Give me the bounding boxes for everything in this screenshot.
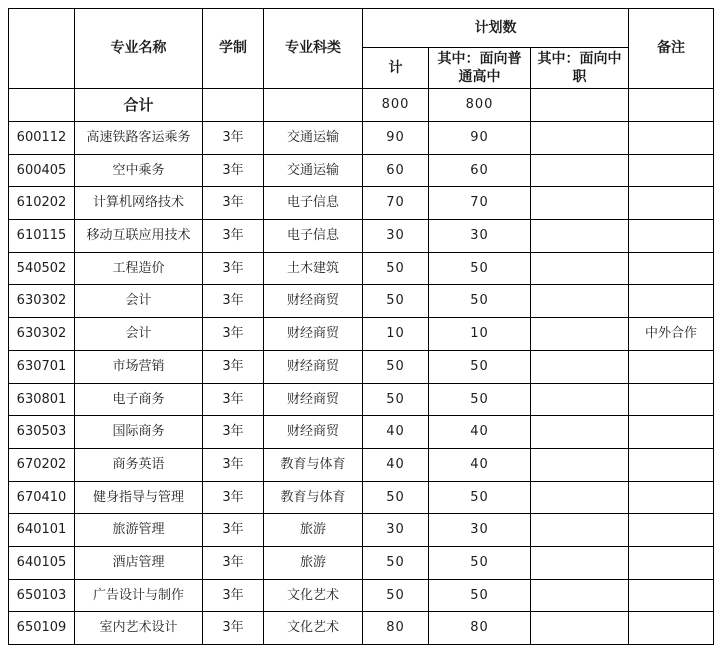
cell-plan-regular-hs: 50 xyxy=(429,546,531,579)
cell-remarks xyxy=(629,252,714,285)
cell-plan-vocational xyxy=(531,318,629,351)
cell-category: 电子信息 xyxy=(264,220,363,253)
cell-plan-regular-hs: 40 xyxy=(429,448,531,481)
cell-plan-regular-hs: 50 xyxy=(429,252,531,285)
cell-remarks xyxy=(629,514,714,547)
header-major-name: 专业名称 xyxy=(75,9,203,89)
cell-plan-total: 50 xyxy=(363,579,429,612)
table-row xyxy=(9,318,714,351)
cell-plan-total: 90 xyxy=(363,122,429,155)
cell-plan-regular-hs: 40 xyxy=(429,416,531,449)
cell-plan-total: 50 xyxy=(363,546,429,579)
cell-major-name: 旅游管理 xyxy=(75,514,203,547)
cell-major-name: 国际商务 xyxy=(75,416,203,449)
cell-plan-vocational xyxy=(531,252,629,285)
table-row xyxy=(9,579,714,612)
cell-category: 交通运输 xyxy=(264,122,363,155)
cell-plan-total: 30 xyxy=(363,220,429,253)
cell-duration: 3年 xyxy=(203,383,264,416)
cell-major-code: 610202 xyxy=(9,187,75,220)
cell-plan-vocational xyxy=(531,122,629,155)
cell-remarks xyxy=(629,220,714,253)
cell-plan-total: 30 xyxy=(363,514,429,547)
cell-major-code: 670202 xyxy=(9,448,75,481)
cell-plan-regular-hs: 50 xyxy=(429,350,531,383)
cell-plan-total: 50 xyxy=(363,481,429,514)
cell-duration: 3年 xyxy=(203,220,264,253)
cell-plan-vocational xyxy=(531,612,629,645)
table-row xyxy=(9,546,714,579)
cell-major-code: 600405 xyxy=(9,154,75,187)
cell-plan-regular-hs: 30 xyxy=(429,220,531,253)
cell-plan-regular-hs: 50 xyxy=(429,579,531,612)
cell-duration: 3年 xyxy=(203,154,264,187)
cell-plan-vocational xyxy=(531,350,629,383)
summary-code-cell xyxy=(9,89,75,122)
cell-category: 财经商贸 xyxy=(264,285,363,318)
cell-plan-regular-hs: 50 xyxy=(429,481,531,514)
cell-remarks xyxy=(629,154,714,187)
cell-major-code: 610115 xyxy=(9,220,75,253)
cell-major-code: 640105 xyxy=(9,546,75,579)
cell-category: 文化艺术 xyxy=(264,579,363,612)
cell-plan-regular-hs: 50 xyxy=(429,285,531,318)
cell-duration: 3年 xyxy=(203,252,264,285)
cell-remarks: 中外合作 xyxy=(629,318,714,351)
cell-remarks xyxy=(629,383,714,416)
summary-remarks-cell xyxy=(629,89,714,122)
cell-plan-total: 60 xyxy=(363,154,429,187)
cell-plan-total: 50 xyxy=(363,383,429,416)
cell-major-code: 630302 xyxy=(9,318,75,351)
summary-row xyxy=(9,89,714,122)
cell-remarks xyxy=(629,187,714,220)
table-row xyxy=(9,122,714,155)
summary-total-cell: 800 xyxy=(363,89,429,122)
cell-plan-vocational xyxy=(531,383,629,416)
header-remarks: 备注 xyxy=(629,9,714,89)
enrollment-plan-table xyxy=(8,8,714,645)
cell-major-name: 健身指导与管理 xyxy=(75,481,203,514)
cell-plan-regular-hs: 30 xyxy=(429,514,531,547)
cell-major-name: 酒店管理 xyxy=(75,546,203,579)
cell-major-code: 630701 xyxy=(9,350,75,383)
header-category: 专业科类 xyxy=(264,9,363,89)
summary-name-cell: 合计 xyxy=(75,89,203,122)
cell-major-code: 630302 xyxy=(9,285,75,318)
cell-major-name: 市场营销 xyxy=(75,350,203,383)
cell-plan-total: 50 xyxy=(363,252,429,285)
cell-plan-regular-hs: 70 xyxy=(429,187,531,220)
header-row-top xyxy=(9,9,714,48)
summary-regular-cell: 800 xyxy=(429,89,531,122)
summary-category-cell xyxy=(264,89,363,122)
cell-plan-vocational xyxy=(531,187,629,220)
table-row xyxy=(9,612,714,645)
header-plan-total: 计 xyxy=(363,48,429,89)
cell-major-code: 650103 xyxy=(9,579,75,612)
cell-remarks xyxy=(629,416,714,449)
table-row xyxy=(9,350,714,383)
cell-plan-vocational xyxy=(531,514,629,547)
cell-plan-total: 10 xyxy=(363,318,429,351)
cell-duration: 3年 xyxy=(203,579,264,612)
cell-plan-regular-hs: 10 xyxy=(429,318,531,351)
cell-major-name: 室内艺术设计 xyxy=(75,612,203,645)
cell-category: 财经商贸 xyxy=(264,350,363,383)
cell-remarks xyxy=(629,350,714,383)
cell-duration: 3年 xyxy=(203,187,264,220)
table-row xyxy=(9,481,714,514)
cell-duration: 3年 xyxy=(203,350,264,383)
table-body xyxy=(9,89,714,645)
cell-major-name: 商务英语 xyxy=(75,448,203,481)
cell-major-code: 670410 xyxy=(9,481,75,514)
cell-major-name: 工程造价 xyxy=(75,252,203,285)
cell-duration: 3年 xyxy=(203,285,264,318)
cell-category: 电子信息 xyxy=(264,187,363,220)
table-row xyxy=(9,383,714,416)
cell-remarks xyxy=(629,612,714,645)
cell-plan-vocational xyxy=(531,285,629,318)
cell-major-name: 计算机网络技术 xyxy=(75,187,203,220)
cell-major-code: 640101 xyxy=(9,514,75,547)
header-plan-regular-hs: 其中：面向普通高中 xyxy=(429,48,531,89)
cell-category: 教育与体育 xyxy=(264,481,363,514)
cell-major-name: 空中乘务 xyxy=(75,154,203,187)
cell-major-name: 高速铁路客运乘务 xyxy=(75,122,203,155)
cell-plan-vocational xyxy=(531,481,629,514)
cell-duration: 3年 xyxy=(203,481,264,514)
cell-major-code: 630503 xyxy=(9,416,75,449)
cell-remarks xyxy=(629,481,714,514)
cell-plan-regular-hs: 60 xyxy=(429,154,531,187)
table-header xyxy=(9,9,714,89)
cell-major-name: 电子商务 xyxy=(75,383,203,416)
cell-remarks xyxy=(629,122,714,155)
cell-category: 财经商贸 xyxy=(264,416,363,449)
cell-duration: 3年 xyxy=(203,546,264,579)
cell-remarks xyxy=(629,448,714,481)
cell-remarks xyxy=(629,546,714,579)
cell-major-code: 630801 xyxy=(9,383,75,416)
cell-category: 财经商贸 xyxy=(264,318,363,351)
cell-duration: 3年 xyxy=(203,416,264,449)
cell-plan-vocational xyxy=(531,154,629,187)
summary-duration-cell xyxy=(203,89,264,122)
cell-category: 旅游 xyxy=(264,514,363,547)
header-plan-vocational: 其中：面向中职 xyxy=(531,48,629,89)
cell-major-name: 会计 xyxy=(75,318,203,351)
summary-vocational-cell xyxy=(531,89,629,122)
cell-category: 交通运输 xyxy=(264,154,363,187)
table-row xyxy=(9,285,714,318)
cell-major-code: 540502 xyxy=(9,252,75,285)
cell-plan-vocational xyxy=(531,448,629,481)
header-duration: 学制 xyxy=(203,9,264,89)
cell-category: 教育与体育 xyxy=(264,448,363,481)
cell-duration: 3年 xyxy=(203,612,264,645)
table-row xyxy=(9,154,714,187)
cell-plan-total: 40 xyxy=(363,448,429,481)
cell-plan-total: 40 xyxy=(363,416,429,449)
cell-duration: 3年 xyxy=(203,448,264,481)
table-row xyxy=(9,187,714,220)
cell-plan-vocational xyxy=(531,579,629,612)
cell-plan-total: 50 xyxy=(363,285,429,318)
cell-plan-vocational xyxy=(531,220,629,253)
cell-major-name: 会计 xyxy=(75,285,203,318)
header-code xyxy=(9,9,75,89)
cell-major-name: 广告设计与制作 xyxy=(75,579,203,612)
cell-duration: 3年 xyxy=(203,318,264,351)
cell-remarks xyxy=(629,285,714,318)
header-plan-group: 计划数 xyxy=(363,9,629,48)
cell-plan-total: 50 xyxy=(363,350,429,383)
cell-plan-vocational xyxy=(531,416,629,449)
cell-plan-regular-hs: 90 xyxy=(429,122,531,155)
cell-duration: 3年 xyxy=(203,514,264,547)
cell-plan-total: 80 xyxy=(363,612,429,645)
table-row xyxy=(9,416,714,449)
cell-category: 旅游 xyxy=(264,546,363,579)
cell-category: 财经商贸 xyxy=(264,383,363,416)
cell-major-code: 600112 xyxy=(9,122,75,155)
cell-major-name: 移动互联应用技术 xyxy=(75,220,203,253)
cell-duration: 3年 xyxy=(203,122,264,155)
cell-remarks xyxy=(629,579,714,612)
cell-plan-regular-hs: 80 xyxy=(429,612,531,645)
cell-category: 土木建筑 xyxy=(264,252,363,285)
table-row xyxy=(9,514,714,547)
cell-plan-regular-hs: 50 xyxy=(429,383,531,416)
table-row xyxy=(9,220,714,253)
table-row xyxy=(9,448,714,481)
cell-category: 文化艺术 xyxy=(264,612,363,645)
cell-major-code: 650109 xyxy=(9,612,75,645)
cell-plan-vocational xyxy=(531,546,629,579)
table-row xyxy=(9,252,714,285)
cell-plan-total: 70 xyxy=(363,187,429,220)
